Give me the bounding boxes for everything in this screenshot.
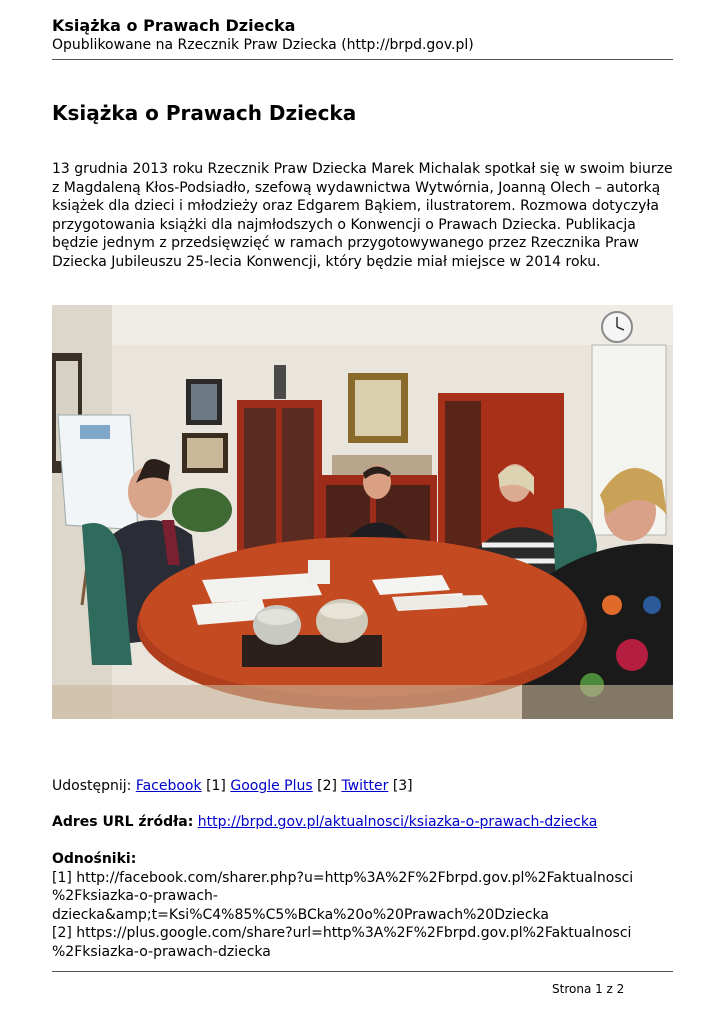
reference-line: [2] https://plus.google.com/share?url=http%3A%2F%2Fbrpd.gov.pl%2Faktualnosci: [52, 925, 632, 942]
twitter-ref: [3]: [392, 778, 413, 794]
reference-line: %2Fksiazka-o-prawach-: [52, 888, 218, 905]
google-plus-ref: [2]: [317, 778, 337, 794]
reference-line: dziecka&amp;t=Ksi%C4%85%C5%BCka%20o%20Prawach%20Dziecka: [52, 906, 549, 923]
facebook-share-link[interactable]: Facebook: [135, 778, 202, 794]
google-plus-share-link[interactable]: Google Plus: [230, 778, 313, 794]
page-number: Strona 1 z 2: [552, 982, 625, 996]
footer-divider: [52, 971, 673, 972]
header-title: Książka o Prawach Dziecka: [52, 16, 296, 35]
reference-line: %2Fksiazka-o-prawach-dziecka: [52, 943, 271, 960]
source-url-link[interactable]: http://brpd.gov.pl/aktualnosci/ksiazka-o-prawach-dziecka: [197, 814, 598, 830]
facebook-ref: [1]: [206, 778, 226, 794]
references-section: [52, 850, 677, 962]
references-label: Odnośniki:: [52, 851, 137, 867]
reference-line: [1] http://facebook.com/sharer.php?u=http%3A%2F%2Fbrpd.gov.pl%2Faktualnosci: [52, 869, 634, 886]
share-line: [52, 778, 413, 794]
source-url-label: Adres URL źródła:: [52, 814, 194, 830]
header-subtitle: Opublikowane na Rzecznik Praw Dziecka (http://brpd.gov.pl): [52, 37, 474, 53]
header-divider: [52, 59, 673, 60]
meeting-photo: [52, 305, 673, 719]
share-label: Udostępnij:: [52, 778, 132, 794]
twitter-share-link[interactable]: Twitter: [341, 778, 389, 794]
article-body: 13 grudnia 2013 roku Rzecznik Praw Dziecka Marek Michalak spotkał się w swoim biurze z Magdaleną Kłos-Podsiadło, szefową wydawnictwa Wytwórnia, Joanną Olech – autorką książek dla dzieci i młodzieży oraz Edgarem Bąkiem, ilustratorem. Rozmowa dotyczyła przygotowania książki dla najmłodszych o Konwencji o Prawach Dziecka. Publikacja będzie jednym z przedsięwzięć w ramach przygotowywanego przez Rzecznika Praw Dziecka Jubileuszu 25-lecia Konwencji, który będzie miał miejsce w 2014 roku.: [52, 161, 673, 270]
article-title: Książka o Prawach Dziecka: [52, 101, 357, 125]
source-url-line: [52, 814, 597, 830]
